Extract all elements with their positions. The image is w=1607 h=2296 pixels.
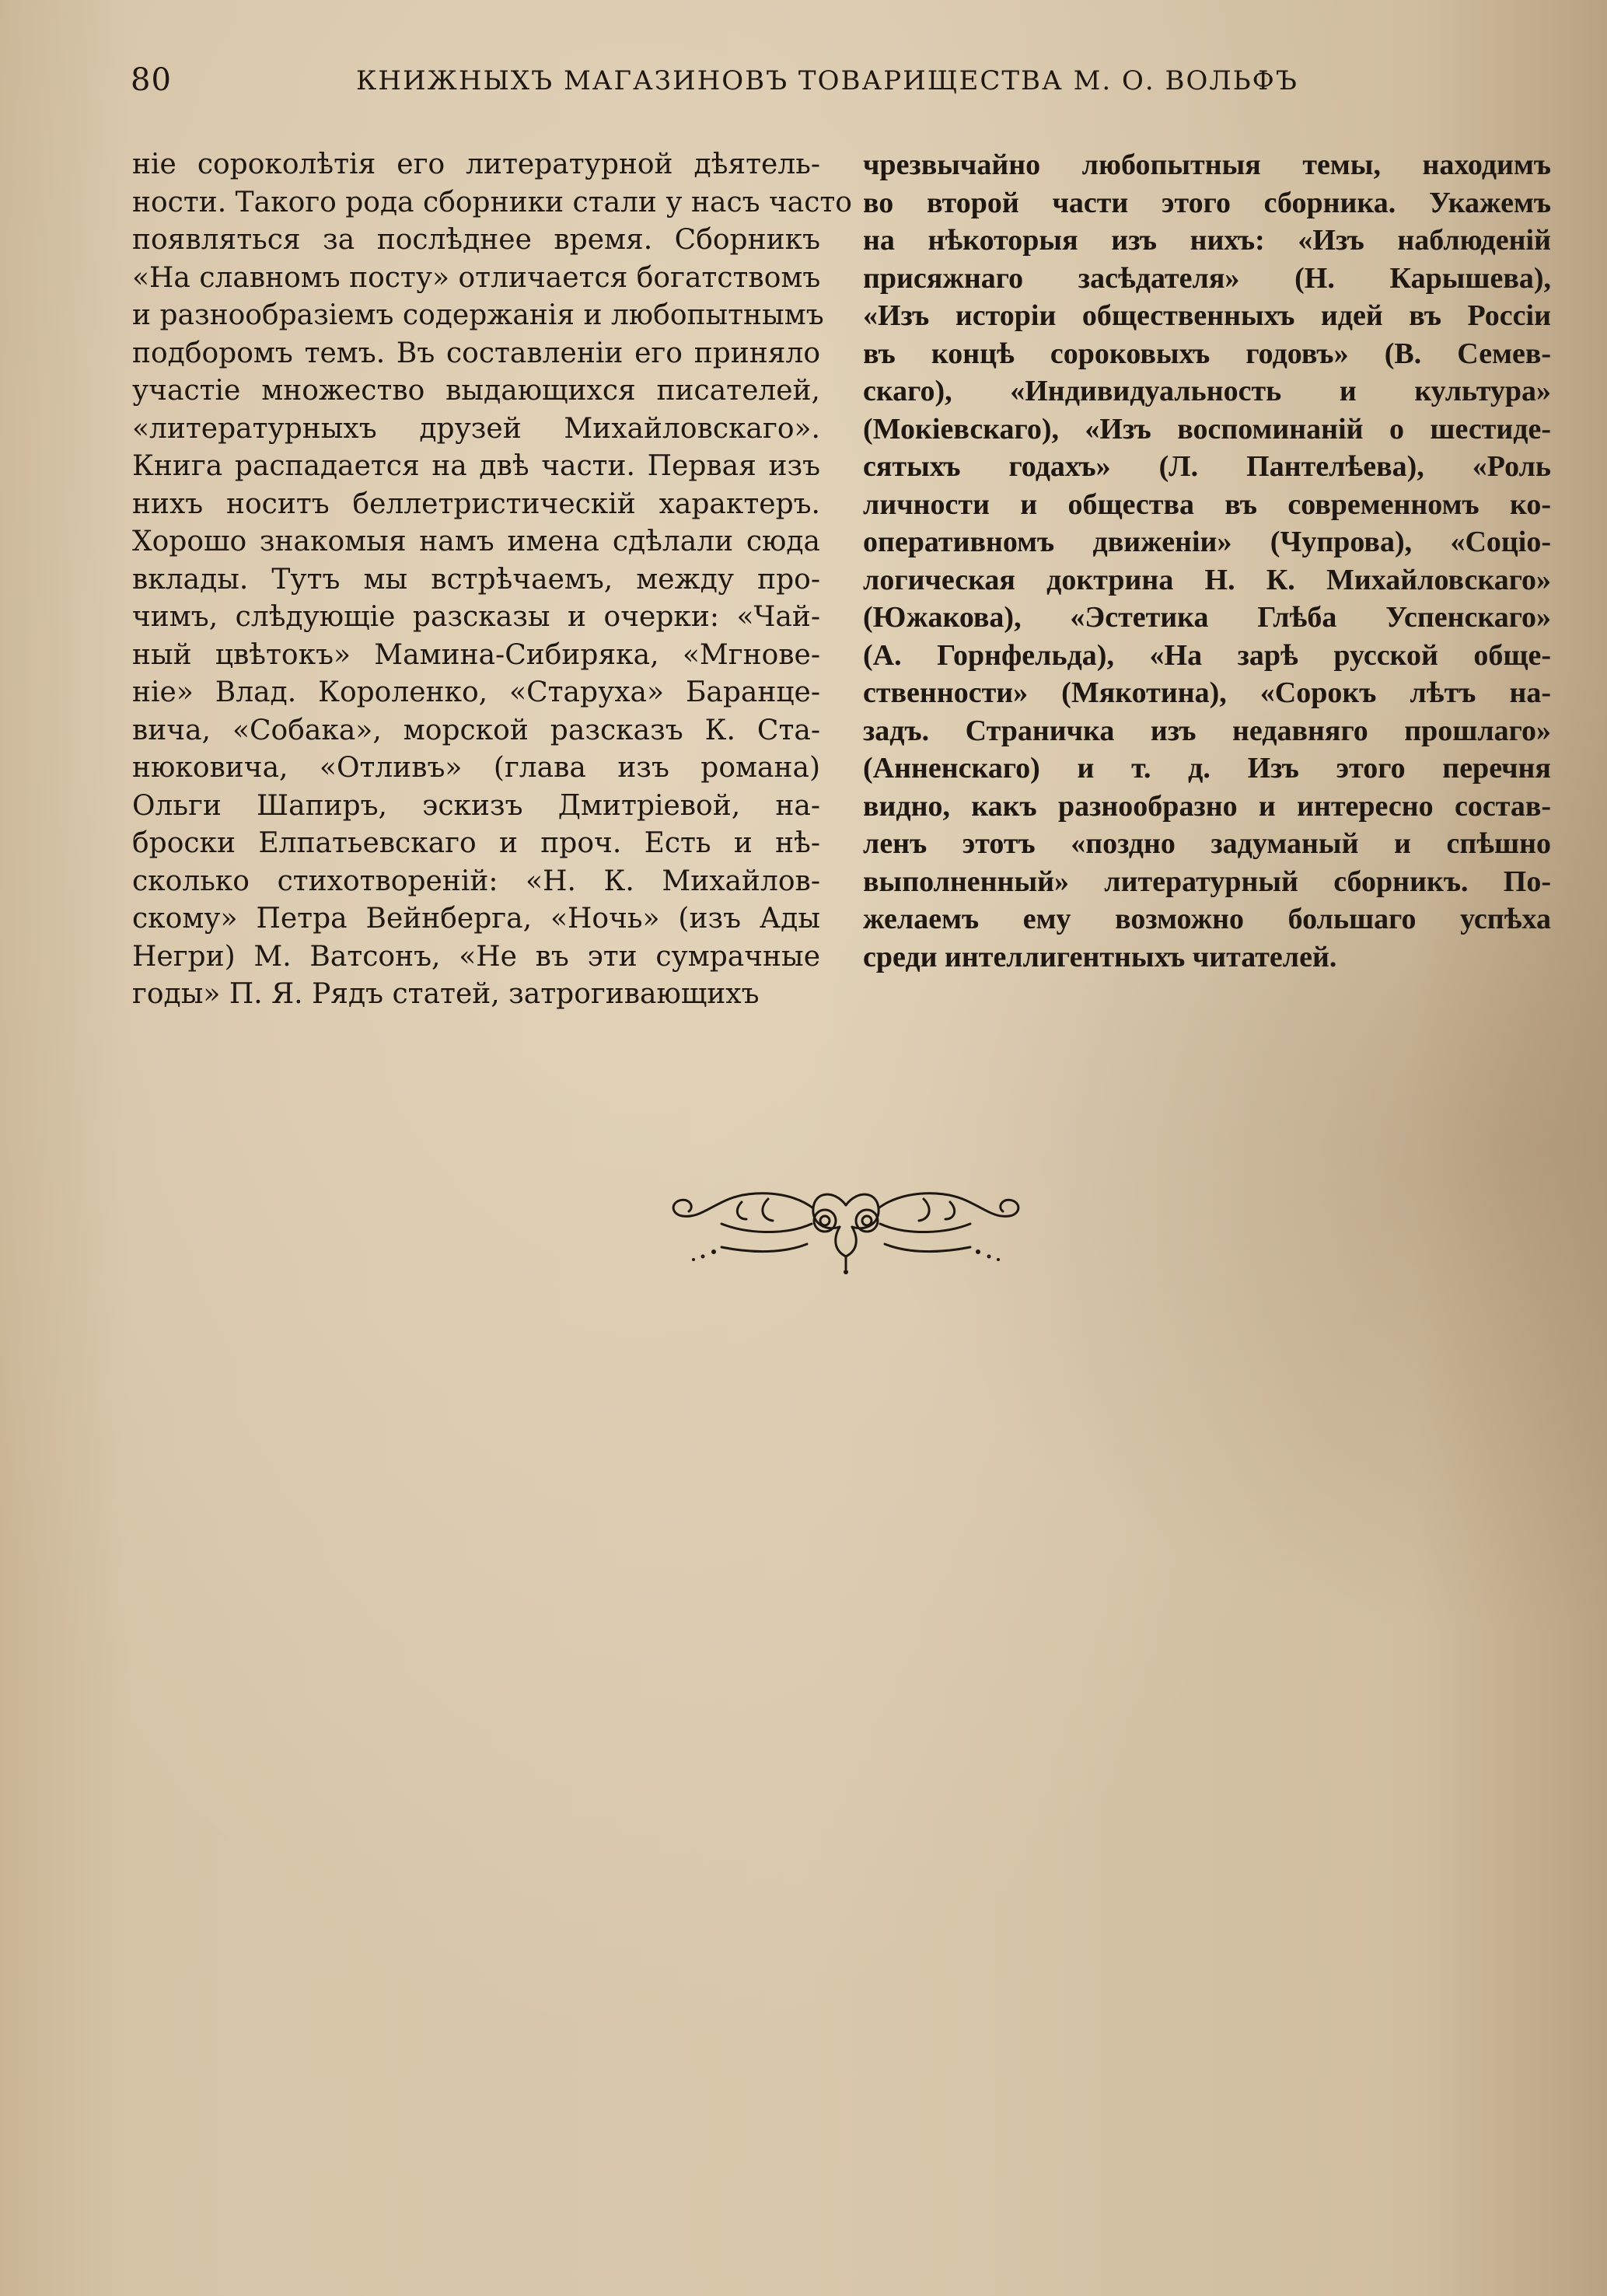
text-line: вклады. Тутъ мы встрѣчаемъ, между про- bbox=[132, 563, 820, 596]
text-line: среди интеллигентныхъ читателей. bbox=[863, 940, 1337, 973]
text-line: Книга распадается на двѣ части. Первая изъ bbox=[132, 450, 820, 482]
text-line: Ольги Шапиръ, эскизъ Дмитріевой, на- bbox=[132, 789, 820, 822]
text-line: присяжнаго засѣдателя» (Н. Карышева), bbox=[863, 261, 1551, 295]
text-line: чимъ, слѣдующіе разсказы и очерки: «Чай- bbox=[132, 601, 820, 633]
text-line: во второй части этого сборника. Укажемъ bbox=[863, 186, 1551, 219]
text-line: скому» Петра Вейнберга, «Ночь» (изъ Ады bbox=[132, 903, 820, 935]
text-line: подборомъ темъ. Въ составленіи его приняло bbox=[132, 337, 820, 369]
text-line: (А. Горнфельда), «На зарѣ русской обще- bbox=[863, 638, 1551, 672]
text-line: задъ. Страничка изъ недавняго прошлаго» bbox=[863, 714, 1551, 747]
text-line: выполненный» литературный сборникъ. По- bbox=[863, 865, 1551, 898]
text-line: личности и общества въ современномъ ко- bbox=[863, 488, 1551, 521]
text-line: Хорошо знакомыя намъ имена сдѣлали сюда bbox=[132, 526, 820, 557]
text-line: ный цвѣтокъ» Мамина-Сибиряка, «Мгнове- bbox=[132, 638, 820, 671]
text-line: въ концѣ сороковыхъ годовъ» (В. Семев- bbox=[863, 337, 1551, 370]
text-line: нихъ носитъ беллетристическій характеръ. bbox=[132, 488, 820, 520]
text-line: ленъ этотъ «поздно задуманый и спѣшно bbox=[863, 827, 1551, 860]
text-line: логическая доктрина Н. К. Михайловскаго» bbox=[863, 563, 1551, 596]
running-head-title: КНИЖНЫХЪ МАГАЗИНОВЪ ТОВАРИЩЕСТВА М. О. ВОЛЬФЪ bbox=[356, 65, 1298, 96]
text-line: годы» П. Я. Рядъ статей, затрогивающихъ bbox=[132, 978, 760, 1010]
text-line: видно, какъ разнообразно и интересно состав- bbox=[863, 789, 1551, 823]
text-line: ности. Такого рода сборники стали у насъ часто bbox=[132, 186, 852, 218]
text-line: появляться за послѣднее время. Сборникъ bbox=[132, 224, 820, 256]
running-head bbox=[131, 62, 1332, 109]
text-line: сятыхъ годахъ» (Л. Пантелѣева), «Роль bbox=[863, 450, 1551, 483]
text-line: (Южакова), «Эстетика Глѣба Успенскаго» bbox=[863, 601, 1551, 634]
text-line: броски Елпатьевскаго и проч. Есть и нѣ- bbox=[132, 827, 820, 859]
text-line: вича, «Собака», морской разсказъ К. Ста- bbox=[132, 714, 820, 746]
text-line: «литературныхъ друзей Михайловскаго». bbox=[132, 412, 820, 445]
text-line: скаго), «Индивидуальность и культура» bbox=[863, 375, 1551, 407]
text-line: на нѣкоторыя изъ нихъ: «Изъ наблюденій bbox=[863, 224, 1551, 257]
text-line: «Изъ исторіи общественныхъ идей въ Россіи bbox=[863, 299, 1551, 332]
text-line: оперативномъ движеніи» (Чупрова), «Соціо- bbox=[863, 526, 1551, 558]
page-number: 80 bbox=[131, 62, 172, 98]
text-line: «На славномъ посту» отличается богатствомъ bbox=[132, 261, 821, 294]
text-line: (Мокіевскаго), «Изъ воспоминаній о шестиде- bbox=[863, 412, 1551, 446]
text-line: (Анненскаго) и т. д. Изъ этого перечня bbox=[863, 752, 1551, 785]
text-line: ніе» Влад. Короленко, «Старуха» Баранце- bbox=[132, 676, 820, 708]
text-line: чрезвычайно любопытныя темы, находимъ bbox=[863, 149, 1551, 181]
ornament-vignette-icon bbox=[667, 1176, 1025, 1277]
text-line: ственности» (Мякотина), «Сорокъ лѣтъ на- bbox=[863, 676, 1551, 709]
text-line: сколько стихотвореній: «Н. К. Михайлов- bbox=[132, 865, 820, 897]
text-line: Негри) М. Ватсонъ, «Не въ эти сумрачные bbox=[132, 940, 820, 973]
text-line: и разнообразіемъ содержанія и любопытнымъ bbox=[132, 299, 824, 331]
text-line: участіе множество выдающихся писателей, bbox=[132, 375, 820, 407]
text-line: нюковича, «Отливъ» (глава изъ романа) bbox=[132, 752, 820, 784]
text-line: ніе сороколѣтія его литературной дѣятель- bbox=[132, 149, 820, 180]
text-line: желаемъ ему возможно большаго успѣха bbox=[863, 903, 1551, 935]
right-column bbox=[863, 146, 1551, 976]
left-column bbox=[132, 146, 852, 1014]
